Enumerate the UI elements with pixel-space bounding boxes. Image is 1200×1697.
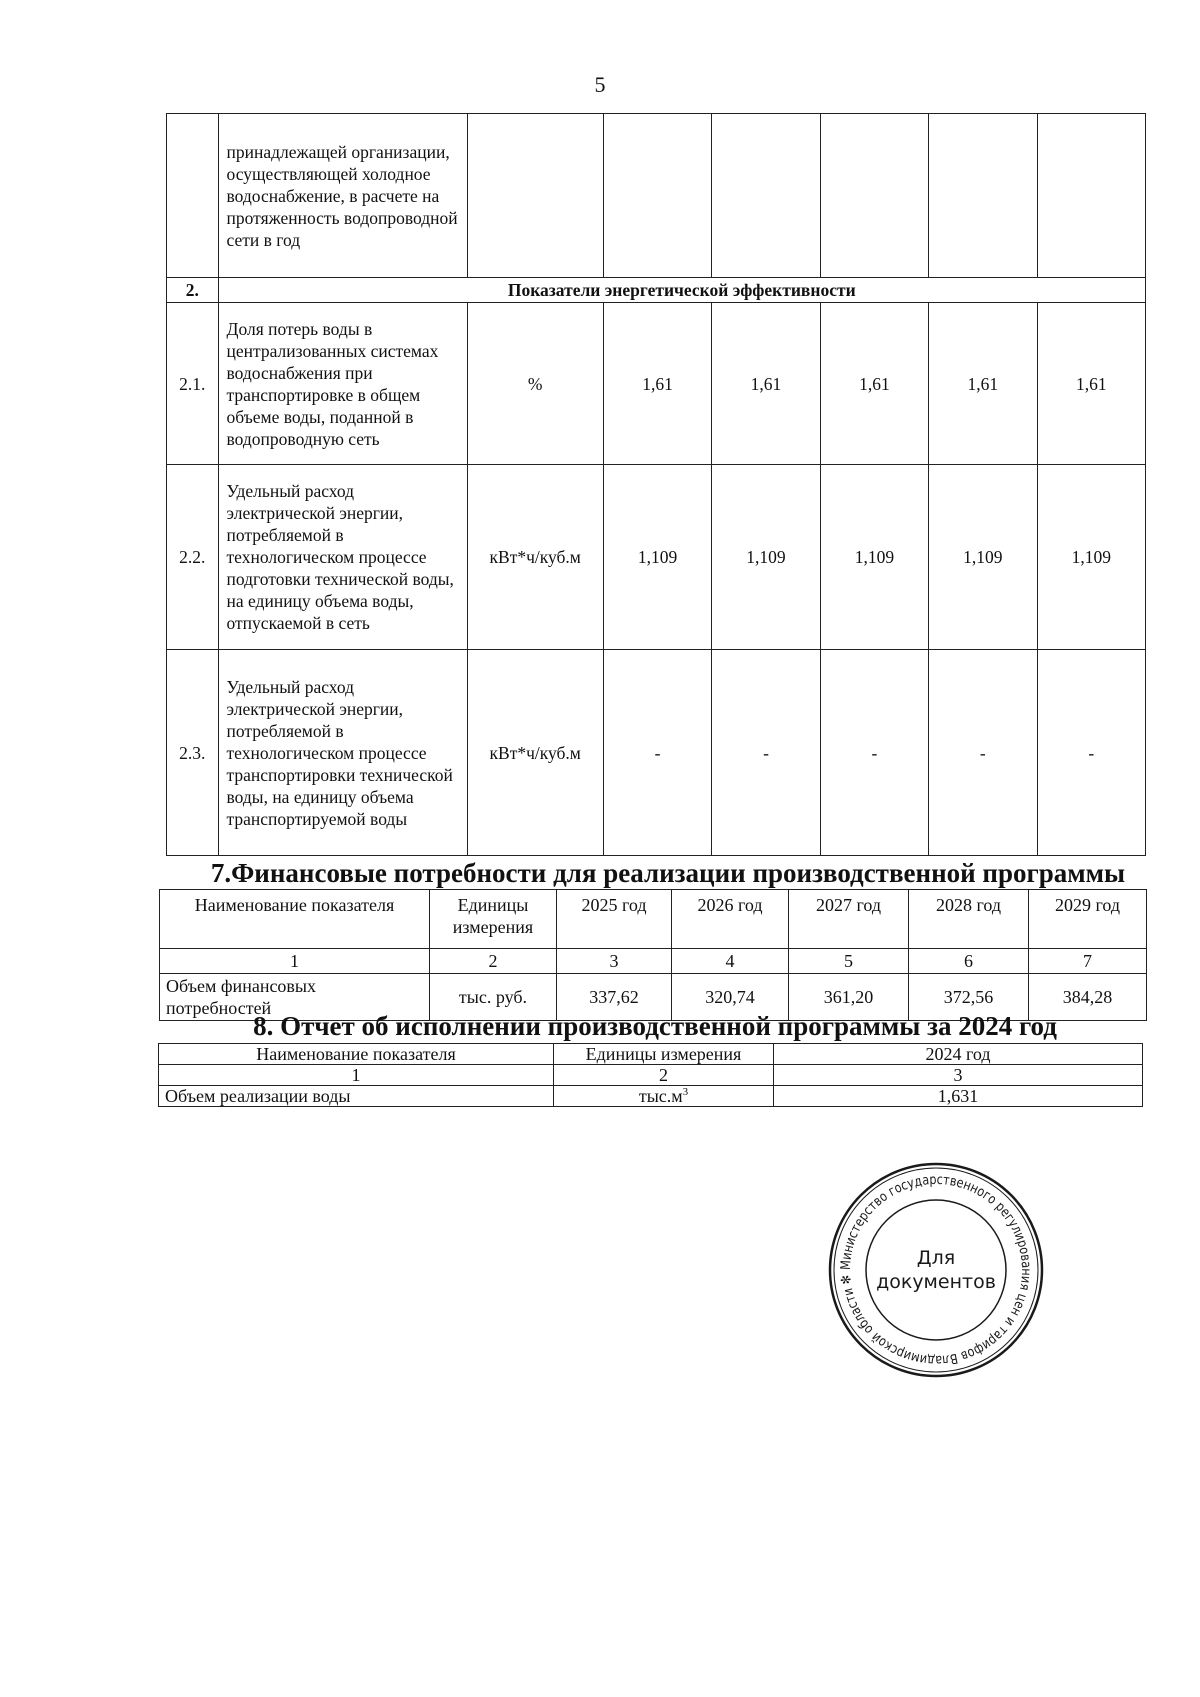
section-title: Показатели энергетической эффективности <box>218 278 1145 303</box>
indicator-row-continuation <box>167 114 1146 278</box>
report-index-row <box>159 1065 1143 1086</box>
indicator-name: Объем реализации воды <box>159 1086 554 1107</box>
indicator-value: 1,109 <box>820 465 928 650</box>
indicator-value: - <box>820 650 928 856</box>
indicator-value: 1,61 <box>1037 303 1146 465</box>
indicator-value: 1,631 <box>774 1086 1143 1107</box>
official-stamp <box>826 1160 1046 1380</box>
column-header: 2025 год <box>557 890 672 949</box>
indicator-value: 1,109 <box>712 465 820 650</box>
unit-text: тыс.м <box>638 1086 683 1106</box>
indicator-value: 361,20 <box>789 974 909 1021</box>
indicator-unit <box>554 1086 774 1107</box>
column-header: 2027 год <box>789 890 909 949</box>
indicator-name: Удельный расход электрической энергии, потребляемой в технологическом процессе подготовки технической воды, на единицу объема воды, отпускаемой в сеть <box>218 465 467 650</box>
indicator-unit: кВт*ч/куб.м <box>467 465 603 650</box>
indicator-value: 1,61 <box>603 303 711 465</box>
indicator-unit: кВт*ч/куб.м <box>467 650 603 856</box>
indicator-value: - <box>603 650 711 856</box>
report-table <box>158 1043 1143 1107</box>
indicator-name: принадлежащей организации, осуществляющей холодное водоснабжение, в расчете на протяженность водопроводной сети в год <box>218 114 467 278</box>
column-header: Единицы измерения <box>430 890 557 949</box>
indicator-name: Удельный расход электрической энергии, потребляемой в технологическом процессе транспортировки технической воды, на единицу объема транспортируемой воды <box>218 650 467 856</box>
column-index: 2 <box>554 1065 774 1086</box>
report-heading: 8. Отчет об исполнении производственной программы за 2024 год <box>253 1011 1057 1041</box>
column-index: 4 <box>672 949 789 974</box>
column-index: 1 <box>160 949 430 974</box>
financial-heading: 7.Финансовые потребности для реализации производственной программы <box>210 858 1126 888</box>
stamp-outer-ring-inner <box>834 1168 1038 1372</box>
column-index: 2 <box>430 949 557 974</box>
column-header: 2026 год <box>672 890 789 949</box>
column-index: 1 <box>159 1065 554 1086</box>
column-index: 3 <box>774 1065 1143 1086</box>
cell-num <box>167 114 219 278</box>
indicator-value: 1,109 <box>929 465 1037 650</box>
report-header-row <box>159 1044 1143 1065</box>
stamp-center-line1: Для <box>916 1247 956 1269</box>
indicator-name: Объем финансовых потребностей <box>160 974 430 1021</box>
stamp-ring-text: Министерство государственного регулирования цен и тарифов Владимирской области ✻ <box>837 1171 1035 1369</box>
indicators-table <box>166 113 1146 856</box>
section-row <box>167 278 1146 303</box>
indicator-unit: тыс. руб. <box>430 974 557 1021</box>
column-index: 5 <box>789 949 909 974</box>
indicator-row <box>167 465 1146 650</box>
column-index: 3 <box>557 949 672 974</box>
report-data-row <box>159 1086 1143 1107</box>
section-number: 2. <box>167 278 219 303</box>
indicator-number: 2.3. <box>167 650 219 856</box>
stamp-outer-ring <box>830 1164 1042 1376</box>
indicator-value: - <box>1037 650 1146 856</box>
column-index: 7 <box>1029 949 1147 974</box>
indicator-row <box>167 650 1146 856</box>
indicator-row <box>167 303 1146 465</box>
unit-superscript: 3 <box>682 1086 689 1098</box>
column-header: Наименование показателя <box>159 1044 554 1065</box>
indicator-number: 2.1. <box>167 303 219 465</box>
column-header: 2024 год <box>774 1044 1143 1065</box>
indicator-value: 1,61 <box>929 303 1037 465</box>
indicator-value: 372,56 <box>909 974 1029 1021</box>
indicator-value: - <box>929 650 1037 856</box>
indicator-value: 320,74 <box>672 974 789 1021</box>
column-header: 2028 год <box>909 890 1029 949</box>
financial-header-row <box>160 890 1147 949</box>
column-header: 2029 год <box>1029 890 1147 949</box>
indicator-number: 2.2. <box>167 465 219 650</box>
financial-table <box>159 889 1147 1021</box>
indicator-value: 1,61 <box>712 303 820 465</box>
column-index: 6 <box>909 949 1029 974</box>
stamp-inner-ring <box>866 1200 1006 1340</box>
indicator-name: Доля потерь воды в централизованных системах водоснабжения при транспортировке в общем объеме воды, поданной в водопроводную сеть <box>218 303 467 465</box>
indicator-value: 1,109 <box>603 465 711 650</box>
stamp-center-line2: документов <box>876 1271 996 1293</box>
indicator-value: 384,28 <box>1029 974 1147 1021</box>
page-number: 5 <box>594 72 606 97</box>
indicator-value: 337,62 <box>557 974 672 1021</box>
indicator-value: 1,109 <box>1037 465 1146 650</box>
column-header: Единицы измерения <box>554 1044 774 1065</box>
financial-index-row <box>160 949 1147 974</box>
indicator-value: 1,61 <box>820 303 928 465</box>
indicator-value: - <box>712 650 820 856</box>
column-header: Наименование показателя <box>160 890 430 949</box>
indicator-unit: % <box>467 303 603 465</box>
